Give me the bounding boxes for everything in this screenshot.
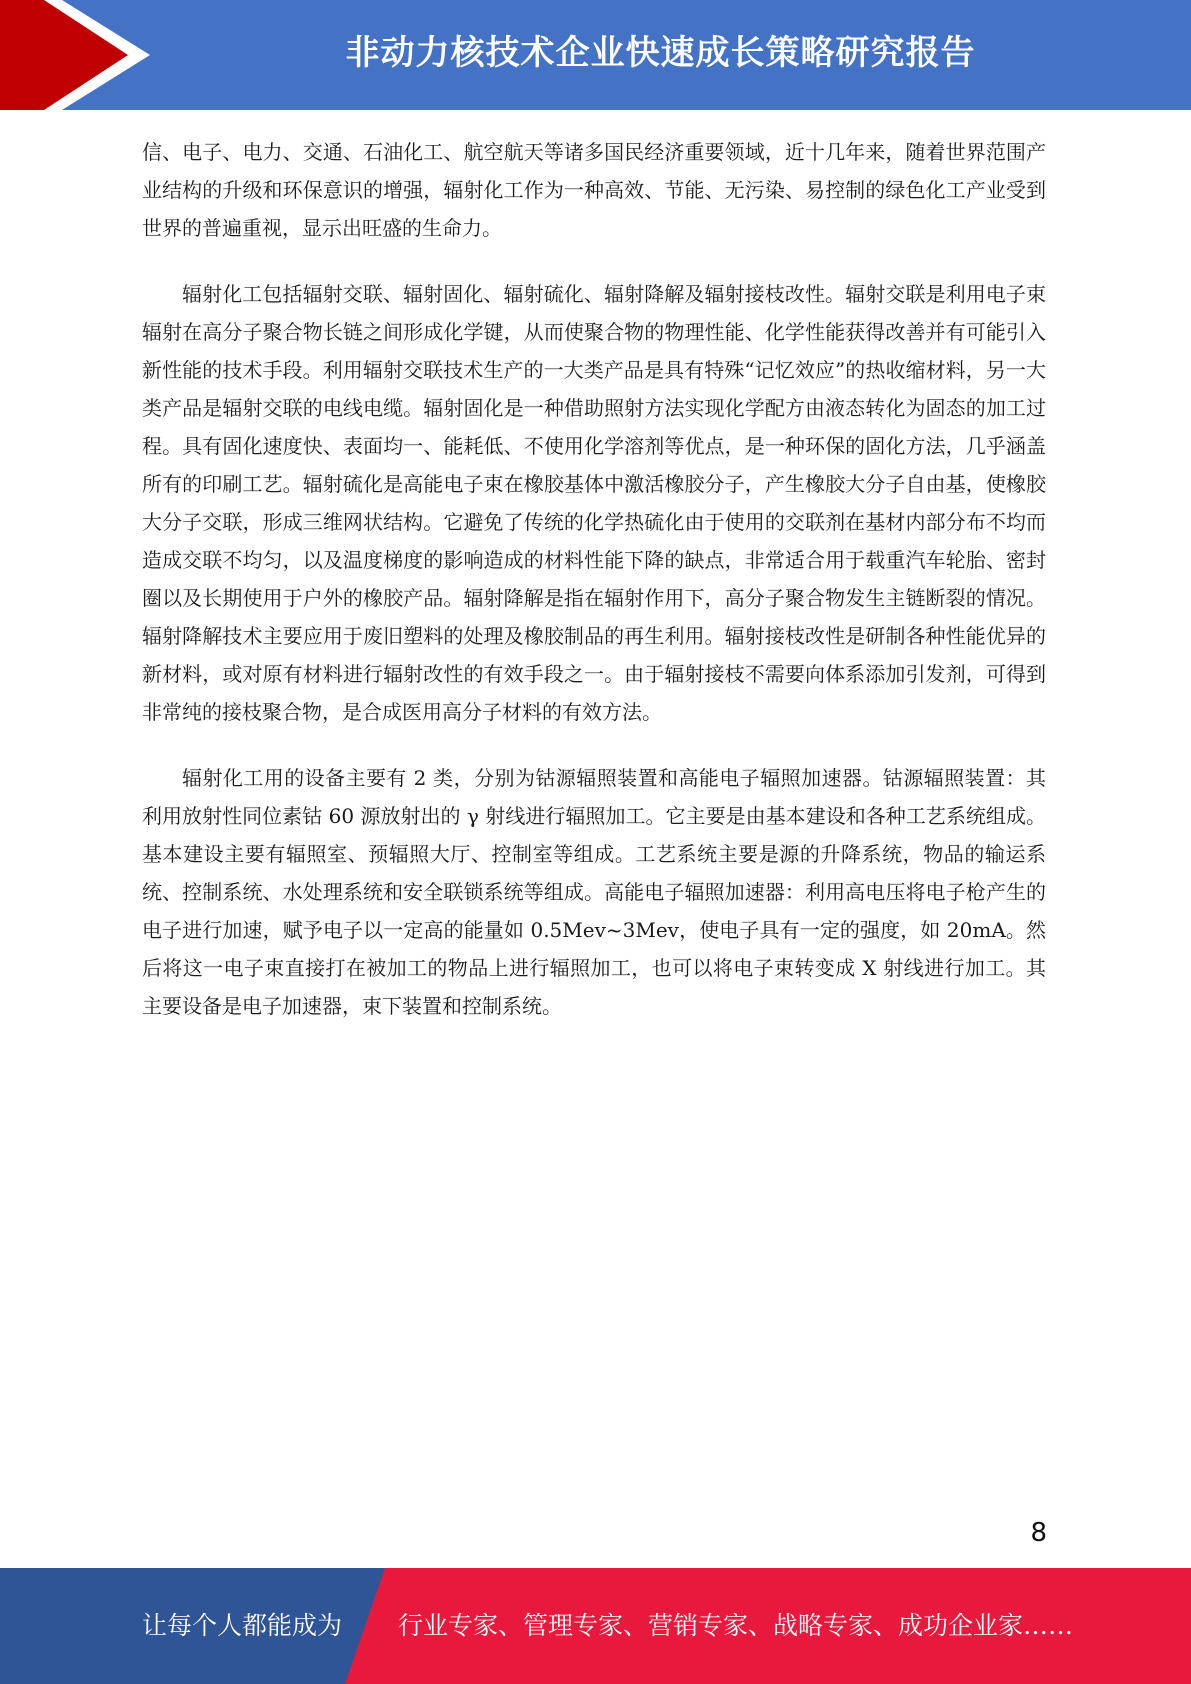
paragraph-3: 辐射化工用的设备主要有 2 类，分别为钴源辐照装置和高能电子辐照加速器。钴源辐照装置：其利用放射性同位素钴 60 源放射出的 γ 射线进行辐照加工。它主要是由基本建设和各种工艺系统组成。基本建设主要有辐照室、预辐照大厅、控制室等组成。工艺系统主要是源的升降系统，物品的输运系统、控制系统、水处理系统和安全联锁系统等组成。高能电子辐照加速器：利用高电压将电子枪产生的电子进行加速，赋予电子以一定高的能量如 0.5Mev~3Mev，使电子具有一定的强度，如 20mA。然后将这一电子束直接打在被加工的物品上进行辐照加工，也可以将电子束转变成 X 射线进行加工。其主要设备是电子加速器，束下装置和控制系统。: [142, 766, 1046, 1018]
footer-slogan-right: 行业专家、管理专家、营销专家、战略专家、成功企业家……: [398, 1611, 1074, 1640]
footer-slogan-left: 让每个人都能成为: [142, 1611, 343, 1640]
header-chevron-icon: [0, 0, 160, 110]
report-title: 非动力核技术企业快速成长策略研究报告: [345, 33, 976, 73]
page-footer: [0, 1568, 1191, 1684]
header-chevron-red: [0, 0, 128, 110]
page-number: 8: [1030, 1518, 1047, 1548]
paragraph-2: 辐射化工包括辐射交联、辐射固化、辐射硫化、辐射降解及辐射接枝改性。辐射交联是利用电子束辐射在高分子聚合物长链之间形成化学键，从而使聚合物的物理性能、化学性能获得改善并有可能引入新性能的技术手段。利用辐射交联技术生产的一大类产品是具有特殊“记忆效应”的热收缩材料，另一大类产品是辐射交联的电线电缆。辐射固化是一种借助照射方法实现化学配方由液态转化为固态的加工过程。具有固化速度快、表面均一、能耗低、不使用化学溶剂等优点，是一种环保的固化方法，几乎涵盖所有的印刷工艺。辐射硫化是高能电子束在橡胶基体中激活橡胶分子，产生橡胶大分子自由基，使橡胶大分子交联，形成三维网状结构。它避免了传统的化学热硫化由于使用的交联剂在基材内部分布不均而造成交联不均匀，以及温度梯度的影响造成的材料性能下降的缺点，非常适合用于载重汽车轮胎、密封圈以及长期使用于户外的橡胶产品。辐射降解是指在辐射作用下，高分子聚合物发生主链断裂的情况。辐射降解技术主要应用于废旧塑料的处理及橡胶制品的再生利用。辐射接枝改性是研制各种性能优异的新材料，或对原有材料进行辐射改性的有效手段之一。由于辐射接枝不需要向体系添加引发剂，可得到非常纯的接枝聚合物，是合成医用高分子材料的有效方法。: [142, 282, 1046, 724]
page-header: [0, 0, 1191, 110]
paragraph-1: 信、电子、电力、交通、石油化工、航空航天等诸多国民经济重要领域，近十几年来，随着世界范围产业结构的升级和环保意识的增强，辐射化工作为一种高效、节能、无污染、易控制的绿色化工产业受到世界的普遍重视，显示出旺盛的生命力。: [142, 140, 1046, 240]
document-body: [142, 133, 1046, 1053]
